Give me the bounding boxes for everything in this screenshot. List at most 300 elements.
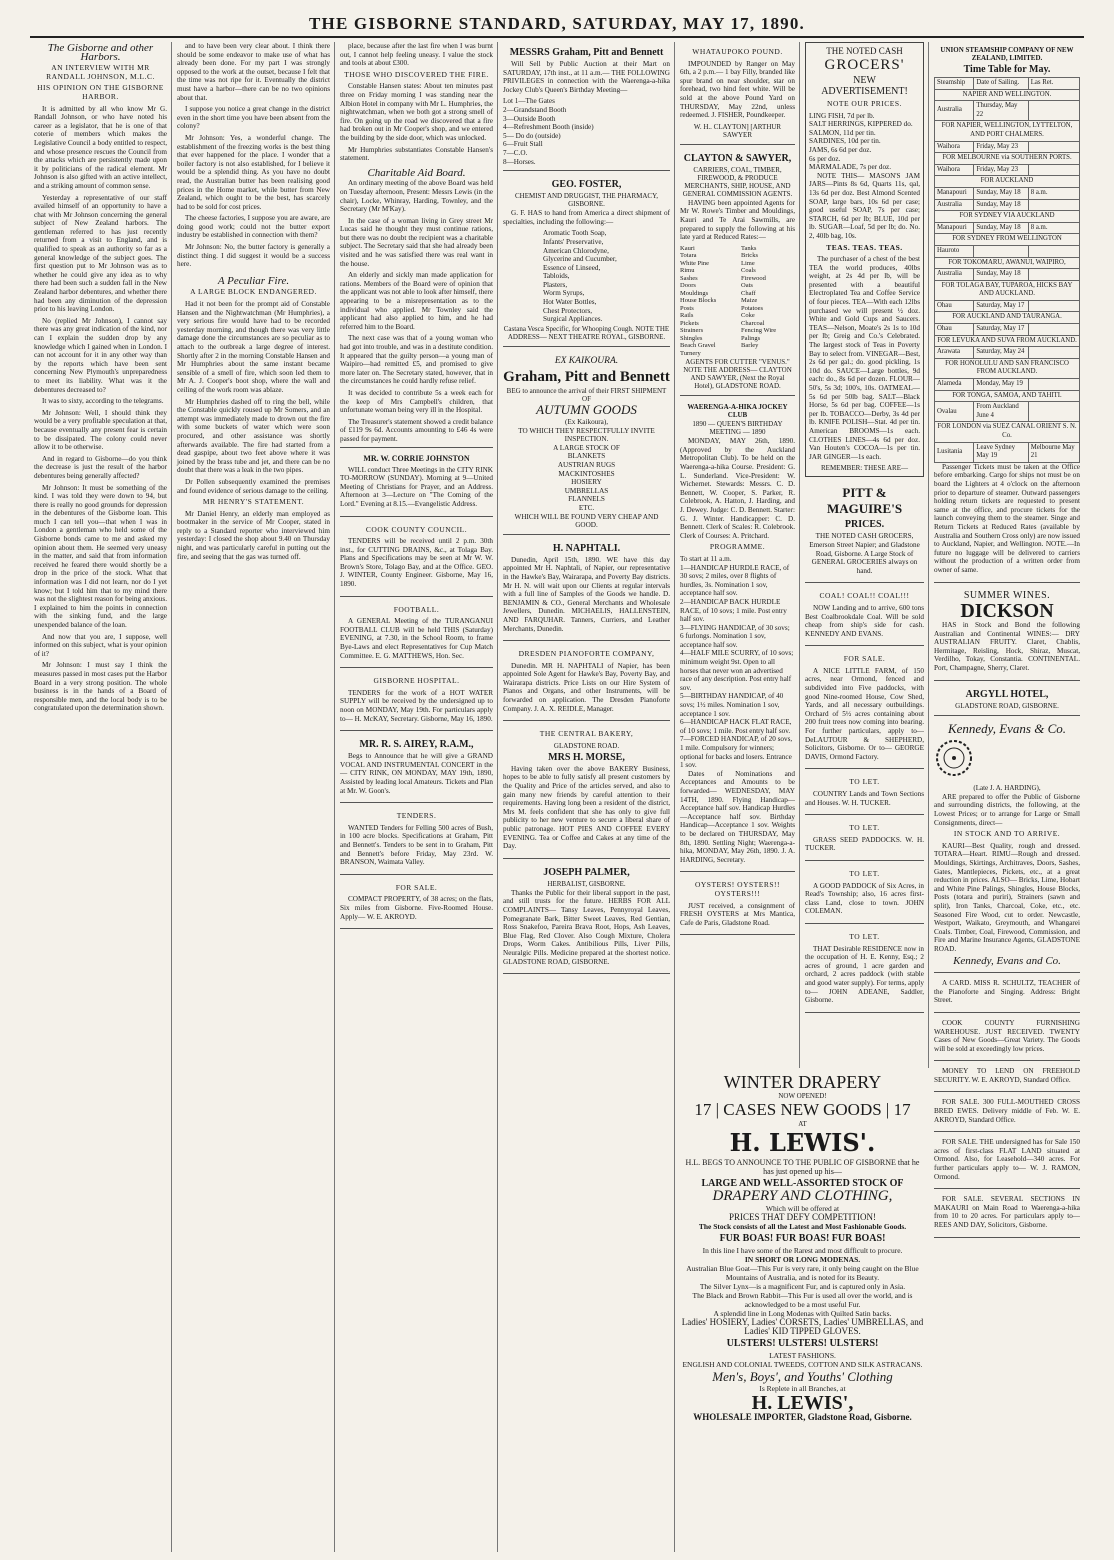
table-cell: Friday, May 23	[974, 164, 1028, 176]
ad-text: NOW Landing and to arrive, 600 tons Best Coalbrookdale Coal. Will be sold cheap from ship's side for cash. KENNEDY AND EVANS.	[805, 603, 924, 638]
list-item: Bricks	[741, 252, 758, 260]
ad-title: OYSTERS! OYSTERS!! OYSTERS!!!	[694, 880, 781, 898]
ad-line: The Silver Lynx—is a magnificent Fur, and is captured only in Asia.	[699, 1282, 906, 1291]
ad-line: Is Replete in all Branches, at	[759, 1384, 846, 1393]
advertisement	[680, 875, 795, 935]
ad-text: Thanks the Public for their liberal support in the past, and still trusts for the future. HERBS FOR ALL COMPLAINTS— Tansy Leaves, Pennyroyal Leaves, Pomegranate Bark, Bitter Sweet Leaves, Red Gentian, Ross Snakefoo, Pareira Brava Root, Hops, Ash Leaves, Blue Flag, Red Clover. Also Cough Mixture, Cholera Drops, Worm Cakes. Antibilious Pills, Liver Pills, Neuralgic Pills. Medicine prepared at the shortest notice. GLADSTONE ROAD, GISBORNE.	[503, 888, 670, 966]
route-heading: FOR SYDNEY FROM WELLINGTON	[935, 234, 1080, 246]
advertisement	[503, 862, 670, 974]
ad-line: Which will be offered at	[765, 1204, 840, 1213]
list-item: ETC.	[578, 503, 595, 512]
ad-line: FUR BOAS! FUR BOAS! FUR BOAS!	[719, 1233, 886, 1244]
ad-subtitle: NOW OPENED!	[778, 1092, 827, 1100]
ad-text: MONDAY, MAY 26th, 1890. (Approved by the Auckland Metropolitan Club). To be held on the Waerenga-a-hika Course. President: G. L. Sunderland. Vice-President: W. Wichernet. Stewards: Messrs. C. D. Bennett, W. Cooper, S. Parker, R. Colebrook, A. Hatton, J. Harding, and J. Dewey. Judge: C. D. Bennett. Starter: G. J. Winter. Handicapper: C. D. Bennett. Clerk of Scales: R. Colebrook. Clerk of Courses: A. Pritchard.	[680, 437, 795, 540]
list-item: A LARGE STOCK OF	[553, 443, 620, 452]
ad-text: THE NOTED CASH GROCERS, Emerson Street Napier; and Gladstone Road, Gisborne. A Large Stock of GENERAL GROCERIES always on hand.	[809, 532, 920, 575]
paragraph: and to have been very clear about. I think there should be some endeavor to make use of what has already been done. For my part I was strongly opposed to the work at the outset, because I felt that the time was not ripe for it. Eventually the district must have a harbor—there can be no two opinions about that.	[177, 42, 330, 102]
ad-script-title: DRAPERY AND CLOTHING,	[712, 1188, 893, 1204]
list-item: Coals	[741, 267, 756, 275]
ad-text: IMPOUNDED by Ranger on May 6th, a 2 p.m.— 1 bay Filly, branded like spur brand on near shoulder, star on forehead, two hind feet white. Will be sold at the above Pound Yard on THURSDAY, May 22nd, unless redeemed. J. FISHER, Poundkeeper.	[680, 59, 795, 120]
table-row	[935, 324, 1080, 336]
table-header-cell: Date of Sailing.	[974, 78, 1028, 90]
newspaper-title: THE GISBORNE STANDARD, SATURDAY, MAY 17, 1890.	[308, 14, 806, 33]
column-2	[173, 42, 335, 1552]
ad-subheading: NOTE OUR PRICES.	[827, 99, 902, 108]
list-item: Tanks	[741, 244, 757, 252]
table-row	[935, 358, 1080, 378]
table-row	[935, 335, 1080, 347]
table-cell	[1028, 402, 1079, 422]
table-cell: Ohau	[935, 300, 974, 312]
paragraph: Had it not been for the prompt aid of Constable Hansen and the Nightwatchman (Mr Humphries), a very serious fire would have had to be recorded yesterday morning, and though there was very little damage done the circumstances are so peculiar as to attach to the outbreak a large degree of interest. Shortly after 2 in the morning Constable Hansen and Mr Humphries about the same instant became sensible of a smell of fire, which soon led them to Mr A. J. Cooper's boot shop, where the wall and ceiling of the work room was ablaze.	[177, 300, 330, 394]
column-5	[676, 42, 800, 1068]
list-item: TO WHICH THEY RESPECTFULLY INVITE INSPECTION.	[518, 426, 655, 444]
list-item: Chest Protectors,	[543, 306, 593, 315]
advertisement	[503, 538, 670, 641]
paragraph: An ordinary meeting of the above Board was held on Tuesday afternoon, Present: Messrs Lewis (in the chair), Locke, Whinray, Harding, Townley, and the Secretary (Mr M'Kay).	[340, 179, 493, 214]
ad-text: Having taken over the above BAKERY Business, hopes to be able to fully satisfy all present customers by the Quality and Price of the articles served, and also to gain many new friends by careful attention to their requirements. Having long been a resident of the district, Mrs M. feels confident that she has only to give full publicity to her new venture to secure a liberal share of public patronage. HOT PIES AND COFFEE EVERY EVENING. Tea or Coffee and Cakes at any time of the Day.	[503, 764, 670, 851]
table-cell	[1028, 300, 1079, 312]
ad-text: GRASS SEED PADDOCKS. W. H. TUCKER.	[805, 835, 924, 853]
table-row	[935, 280, 1080, 300]
advertisement	[340, 520, 493, 597]
ad-text: FOR SALE. 300 FULL-MOUTHED CROSS BRED EWES. Delivery middle of Feb. W. E. AKROYD, Standard Office.	[934, 1098, 1080, 1124]
table-cell	[1028, 164, 1079, 176]
table-cell: From Auckland June 4	[974, 402, 1028, 422]
list-item: 4—HALF MILE SCURRY, of 10 sovs; minimum weight 9st. Open to all horses that never won an advertised race of any description. Post entry half sov.	[680, 649, 794, 692]
table-row	[935, 347, 1080, 359]
ad-list	[680, 245, 795, 358]
ad-text: WILL conduct Three Meetings in the CITY RINK TO-MORROW (SUNDAY). Morning at 9—United Meeting of Christians for Prayer, and an Address. Afternoon at 3—Lecture on "The Coming of the Lord." Evening at 8.15.—Evangelistic Address.	[340, 465, 493, 508]
table-row	[935, 422, 1080, 442]
list-item: Sashes	[680, 274, 698, 282]
ad-title: COAL! COAL!! COAL!!!	[819, 591, 910, 601]
ad-list	[503, 418, 670, 530]
paragraph: In the case of a woman living in Grey street Mr Lucas said he thought they must continue rations, but there was no doubt the recipient was a charitable subject. The Secretary said that she had already been visited and he was satisfied there was real want in the house.	[340, 216, 493, 268]
table-cell: 8 a.m.	[1028, 187, 1079, 199]
paragraph: It is admitted by all who know Mr G. Randall Johnson, or who have noted his career as a legislator, that he is one of that coterie of members which makes the Legislative Council a body entitled to respect, and whose presence rescues the Council from the attacks which are persistently made upon it by politicians of the radical element. Mr Johnson is also gifted with an active intellect, and a striking amount of common sense.	[34, 104, 167, 190]
table-row	[935, 211, 1080, 223]
list-item: Barley	[741, 342, 759, 350]
table-cell: Lusitania	[935, 442, 974, 462]
list-item: MACKINTOSHES	[558, 469, 615, 478]
list-item: Lime	[741, 259, 755, 267]
table-row	[935, 269, 1080, 281]
list-item: Glycerine and Cucumber,	[543, 255, 617, 264]
table-row	[935, 234, 1080, 246]
advertisement	[805, 772, 924, 815]
list-item: FLANNELS	[568, 495, 605, 504]
advertisement	[805, 480, 924, 583]
ad-title: MR. R. S. AIREY, R.A.M.,	[359, 739, 474, 751]
article-subheading: THOSE WHO DISCOVERED THE FIRE.	[344, 69, 489, 79]
advertisement	[680, 42, 795, 145]
table-cell: Sunday, May 18	[974, 199, 1028, 211]
paragraph: And in regard to Gisborne—do you think the decrease is just the result of the harbor debentures being generally affected?	[34, 454, 167, 480]
list-item: SALMON, 11d per tin.	[809, 128, 876, 137]
ad-title: TO LET.	[849, 931, 880, 941]
paragraph: place, because after the last fire when I was burnt out, I cannot help feeling uneasy. I value the stock and tools at about £300.	[340, 42, 493, 68]
ad-text: MONEY TO LEND ON FREEHOLD SECURITY. W. E. AKROYD, Standard Office.	[934, 1067, 1080, 1084]
table-cell: Arawata	[935, 347, 974, 359]
list-item: Charcoal	[741, 319, 765, 327]
ad-text: ARE prepared to offer the Public of Gisborne and surrounding districts, the following, at the Lowest Prices; or to arrange for Large or Small Consignments, direct—	[934, 792, 1080, 827]
list-item: House Blocks	[680, 297, 717, 305]
ad-subtitle: CARRIERS, COAL, TIMBER, FIREWOOD, & PRODUCE MERCHANTS, SHIP, HOUSE, AND GENERAL COMMISSION AGENTS.	[682, 165, 793, 198]
list-item: JAMS, 6s 6d per doz.	[809, 145, 872, 154]
ad-text: A NICE LITTLE FARM, of 150 acres, near Ormond, fenced and subdivided into Five paddocks, with good Nine-roomed House, Cow Shed, Yards, and all necessary outbuildings. Orchard of 5½ acres containing about 200 fruit trees now coming into bearing. For further particulars, apply to— DeLAUTOUR & SHEPHERD, Solicitors, Gisborne. Or to— GEORGE DAVIS, Ormond Factory.	[805, 666, 924, 761]
list-item: Lot 1—The Gates	[503, 97, 555, 106]
list-item: AUSTRIAN RUGS	[557, 461, 616, 469]
advertisement	[805, 818, 924, 861]
ad-title: Kennedy, Evans & Co.	[947, 720, 1067, 736]
list-item: MARMALADE, 7s per doz.	[809, 163, 892, 172]
ad-line: The Black and Brown Rabbit—This Fur is used all over the world, and is acknowledged to be a most useful Fur.	[692, 1291, 913, 1309]
ad-text: COUNTRY Lands and Town Sections and Houses. W. H. TUCKER.	[805, 790, 924, 807]
advertisement	[680, 148, 795, 396]
advertisement	[340, 671, 493, 731]
ad-subheading: TEAS. TEAS. TEAS.	[826, 242, 903, 252]
ad-text: HAVING been appointed Agents for Mr W. Rowe's Timber and Mouldings, Kauri and Te Arai Sawmills, are prepared to supply the following at his late yard at Reduced Rates:—	[680, 198, 795, 242]
ad-title: H. NAPHTALI.	[552, 542, 621, 554]
advertisement	[503, 724, 670, 859]
ad-text: THAT Desirable RESIDENCE now in the occupation of H. E. Kenny, Esq.; 2 acres of ground, 1 acre garden and orchard, 2 acres paddock (with stable and good water supply). For terms, apply to— JOHN ADEANE, Saddler, Gisborne.	[805, 944, 924, 1005]
table-cell	[1028, 347, 1079, 359]
advertisement	[934, 1016, 1080, 1061]
list-item: 5—BIRTHDAY HANDICAP, of 40 sovs; 1½ miles. Nomination 1 sov, acceptance 1 sov.	[680, 692, 784, 718]
advertisement	[934, 42, 1080, 583]
ad-line: IN SHORT OR LONG MODENAS.	[744, 1255, 861, 1264]
ad-title: COOK COUNTY COUNCIL.	[365, 524, 468, 534]
list-item: Maize	[741, 297, 758, 305]
advertisement	[934, 1064, 1080, 1092]
ad-cases: 17 | CASES NEW GOODS | 17	[694, 1100, 911, 1119]
ad-footer: W. H.. CLAYTON] [ARTHUR SAWYER	[693, 122, 782, 139]
list-item: Doors	[680, 282, 696, 290]
table-cell: Saturday, May 17	[974, 324, 1028, 336]
table-cell: Friday, May 23	[974, 141, 1028, 153]
table-cell: Sunday, May 18	[974, 269, 1028, 281]
list-item: Palings	[741, 334, 761, 342]
table-cell: Australia	[935, 269, 974, 281]
ad-title: DRESDEN PIANOFORTE COMPANY,	[518, 649, 655, 659]
table-cell: Waihora	[935, 164, 974, 176]
ad-text: The purchaser of a chest of the best TEA the world produces, 40lbs weight, at 2s 4d per lb, will be presented with a beautiful Electroplated Tea and Coffee Service of four pieces. TEA—With each 12lbs purchased we will present ½ doz. White and Gold Cups and Saucers. TEAS—Nelson, Moate's 2s 1s to 10d per lb; Greig and Co.'s Celebrated. The largest stock of Teas in Poverty Bay to select from. VINEGAR—Best, 2s 6d per gal.; do. good pickling, 1s 10d do. SAUCE—Large bottles, 9d each: do., 8s 6d per dozen. FLOUR—50's, 5s 3d; 100's, 10s. OATMEAL—5s 6d per 50lb bag. SALT—Black Horse, 5s 6d per bag. COFFEE—1s per lb. TOBACCO—Derby, 3s 4d per lb. KNIFE POLISH—Stat. 4d per tin. American BROOMS—1s each. CLOTHES LINES—4s 6d per doz. Van Houten's COCOA—1s per tin. JAR GINGER—1s each.	[809, 255, 920, 461]
saw-blade-icon	[934, 738, 974, 778]
table-row	[935, 89, 1080, 101]
list-item: 6—HANDICAP HACK FLAT RACE, of 10 sovs; 1 mile. Post entry half sov.	[680, 718, 792, 735]
drapery-advertisement	[676, 1072, 929, 1552]
ad-text: BEG to announce the arrival of their FIRST SHIPMENT OF	[506, 387, 667, 404]
article-subheading: HIS OPINION ON THE GISBORNE HARBOR.	[37, 83, 164, 101]
table-cell: Thursday, May 22	[974, 101, 1028, 121]
advertisement	[934, 1192, 1080, 1237]
ad-list	[503, 97, 670, 166]
ad-script-title: AUTUMN GOODS	[536, 402, 637, 418]
ad-headline: DICKSON	[960, 600, 1054, 623]
paragraph: Yesterday a representative of our staff availed himself of an opportunity to have a chat with Mr Johnson concerning the general subject of New Zealand harbors. The gentleman referred to has just recently returned from a visit to England, and is qualified to speak as an authority so far as a general knowledge of the subject goes. The first question put to Mr Johnson was as to whether he could give any idea as to why there had been such a sudden fall in the New Zealand harbor debentures, and whether there had been any diminution of the depression prior to his leaving London.	[34, 193, 167, 314]
list-item: HOSIERY	[571, 478, 602, 487]
ad-title: THE NOTED CASH	[826, 46, 903, 56]
list-item: Totara	[680, 252, 697, 260]
ad-footer: WHOLESALE IMPORTER, Gladstone Road, Gisborne.	[693, 1412, 912, 1422]
list-item: Turnery	[680, 349, 701, 357]
ad-title: FOOTBALL.	[393, 604, 440, 614]
advertisement	[805, 649, 924, 769]
list-item: (Ex Kaikoura),	[564, 418, 609, 427]
route-heading: FOR SYDNEY VIA AUCKLAND	[935, 211, 1080, 223]
ad-subheading: PROGRAMME.	[709, 542, 766, 552]
ad-text: TENDERS will be received until 2 p.m. 30th inst., for CUTTING DRAINS, &c., at Tolaga Bay. Plans and Specifications may be seen at Mr W. W. Brown's Store, Tolago Bay, and at the Office. GEO. J. WINTER, County Engineer. Gisborne, May 16, 1890.	[340, 537, 493, 589]
advertisement	[503, 644, 670, 721]
ad-subtitle: HERBALIST, GISBORNE.	[547, 879, 626, 888]
ad-title: WINTER DRAPERY	[723, 1072, 882, 1092]
route-heading: FOR AUCKLAND AND TAURANGA.	[935, 312, 1080, 324]
list-item: Posts	[680, 304, 694, 312]
ad-footer: Castana Vesca Specific, for Whooping Cough. NOTE THE ADDRESS— NEXT THEATRE ROYAL, GISBORNE.	[503, 324, 670, 341]
table-row	[935, 199, 1080, 211]
ad-subtitle: PRICES.	[844, 519, 885, 531]
ad-subheading: IN STOCK AND TO ARRIVE.	[953, 829, 1061, 839]
ad-subtitle: (Late J. A. HARDING),	[973, 783, 1041, 792]
list-item: Coke	[741, 312, 755, 320]
ad-list	[680, 555, 795, 770]
ad-title: TENDERS.	[396, 811, 437, 821]
ad-footer: Dates of Nominations and Acceptances and Amounts to be forwarded— WEDNESDAY, MAY 14TH, 1890. Flying Handicap—Acceptance half sov. Handicap Hurdles—Acceptance half sov. Birthday Handicap—Acceptance 1 sov. Weights to be declared on THURSDAY, May 8th, 1890. Settling Night; Waerenga-a-hika, MONDAY, May 26th, 1890. J. A. HARDING, Secretary.	[680, 769, 795, 864]
list-item: 4—Refreshment Booth (inside)	[503, 123, 594, 132]
paragraph: Mr Humphries dashed off to ring the bell, while the Constable quickly roused up Mr Somers, and an attempt was immediately made to drown out the fire with some buckets of water which were soon procured, and other assistance was shortly afterwards available. The fire had started from a dead gaspipe, about two feet above where it was joined by the brass tube and jet, and there can be no doubt that there was a leak in the two pipes.	[177, 397, 330, 475]
advertisement	[340, 734, 493, 803]
ad-text: WANTED Tenders for Felling 500 acres of Bush, in 100 acre blocks. Specifications at Graham, Pitt and Bennett's. Tenders to be sent in to Graham, Pitt and Bennett's before Friday, May 23rd. W. BRANSON, Waimata Valley.	[340, 823, 493, 867]
advertisement	[680, 399, 795, 872]
list-item: Fencing Wire	[741, 327, 777, 335]
ad-headline: Graham, Pitt and Bennett	[503, 369, 670, 386]
column-6	[801, 42, 929, 1068]
table-cell: Australia	[935, 199, 974, 211]
list-item: Beach Gravel	[680, 342, 716, 350]
ad-title: WHATAUPOKO POUND.	[692, 47, 783, 56]
list-item: 3—Outside Booth	[503, 114, 556, 123]
ad-footer: REMEMBER: THESE ARE—	[821, 464, 908, 473]
ad-at: AT	[798, 1120, 807, 1128]
table-cell	[1028, 324, 1079, 336]
route-heading: FOR MELBOURNE via SOUTHERN PORTS.	[935, 153, 1080, 165]
ad-list	[503, 229, 670, 324]
ad-title: ARGYLL HOTEL,	[965, 688, 1049, 700]
list-item: Firewood	[741, 274, 766, 282]
ad-subtitle: CHEMIST AND DRUGGIST, THE PHARMACY, GISBORNE.	[514, 192, 658, 209]
ad-text: FOR SALE. THE undersigned has for Sale 150 acres of first-class FLAT LAND situated at Ormond. Also, for Leasehold—340 acres. For further particulars apply to— W. J. RAMON, Ormond.	[934, 1138, 1080, 1181]
article-subheading: MR HENRY'S STATEMENT.	[202, 497, 305, 507]
table-row	[935, 402, 1080, 422]
ad-text: G. F. HAS to hand from America a direct shipment of specialties, including the following:—	[503, 209, 670, 226]
ad-title: PITT & MAGUIRE'S	[826, 485, 903, 517]
article-subheading: A LARGE BLOCK ENDANGERED.	[190, 287, 317, 297]
ad-text: HAS in Stock and Bond the following Australian and Continental WINES:— DRY AUSTRALIAN FRUITY. Claret, Chablis, Hermitage, Reisling, Hock, Shiraz, Muscat, Verdilho, Tokay, Constantia. CONTINENTAL. Port, Champagne, Sherry, Claret.	[934, 621, 1080, 673]
table-row	[935, 141, 1080, 153]
paragraph: Mr Johnson: It must be something of the kind. I was told they were down to 94, but there is really no good grounds for depression in the debentures of the Gisborne loan. This much I can tell you—that when I was in London a gentleman who held some of the Gisborne bonds came to me and asked my opinion about them. He seemed very uneasy in the matter, and said that from information received he feared there would shortly be a drop in the price of the stock. What that information was I did not learn, nor do I yet know; but I told him that to my mind there was not the slightest reason for being anxious. I explained to him the points in connection with the sinking fund, and the large unexpended balance of the loan.	[34, 483, 167, 629]
table-row	[935, 176, 1080, 188]
ad-subtitle: Time Table for May.	[963, 64, 1051, 75]
advertisement	[340, 447, 493, 517]
table-cell: Leave Sydney May 19	[974, 442, 1028, 462]
advertisement	[503, 42, 670, 171]
list-item: Pickets	[680, 319, 699, 327]
table-row	[935, 222, 1080, 234]
paragraph: Mr Johnson: Well, I should think they would be a very profitable speculation at that, because eventually any present fear is certain to be dissipated. The colony could never allow it to be otherwise.	[34, 408, 167, 452]
advertisement	[503, 174, 670, 347]
article-heading: A Peculiar Fire.	[217, 274, 290, 287]
paragraph: Mr Johnson: No, the butter factory is generally a distinct thing. I did suggest it would be a success here.	[177, 243, 330, 269]
list-item: American Chlorodyne,	[543, 246, 609, 255]
list-item: BLANKETS	[567, 452, 606, 461]
list-item: Strainers	[680, 327, 704, 335]
route-heading: FOR TONGA, SAMOA, AND TAHITI.	[935, 390, 1080, 402]
list-item: Hot Water Bottles,	[543, 298, 597, 307]
ad-text: Begs to Announce that he will give a GRAND VOCAL AND INSTRUMENTAL CONCERT in the— CITY RINK, ON MONDAY, MAY 19th, 1890, Assisted by leading local Amateurs. Tickets and Plan at Mr. W. Goon's.	[340, 752, 493, 795]
list-item: Kauri	[680, 244, 695, 252]
ad-line: Ladies' HOSIERY, Ladies' CORSETS, Ladies' UMBRELLAS, and Ladies' KID TIPPED GLOVES.	[681, 1317, 924, 1336]
list-item: UMBRELLAS	[564, 486, 609, 495]
list-item: Infants' Preservative,	[543, 237, 604, 246]
table-row	[935, 312, 1080, 324]
masthead-rule	[30, 36, 1084, 38]
advertisement	[934, 976, 1080, 1013]
table-cell: 8 a.m.	[1028, 222, 1079, 234]
list-item: 6—Fruit Stall	[503, 140, 543, 149]
list-item: LING FISH, 7d per lb.	[809, 111, 875, 120]
advertisement	[805, 586, 924, 646]
list-item: WHICH WILL BE FOUND VERY CHEAP AND GOOD.	[514, 512, 659, 530]
table-cell	[1028, 245, 1079, 257]
paragraph: An elderly and sickly man made application for rations. Members of the Board were of opinion that the applicant was not able to look after himself, there appearing to be a misrepresentation as to the individual who applied. Mr Townley said the applicant had also applied to him, and he had referred him to the Board.	[340, 271, 493, 331]
list-item: 3—FLYING HANDICAP, of 30 sovs; 6 furlongs. Nomination 1 sov, acceptance half sov.	[680, 623, 790, 649]
table-cell	[1028, 379, 1079, 391]
list-item: Surgical Appliances.	[543, 315, 603, 324]
ad-title: SUMMER WINES.	[963, 589, 1051, 601]
ad-line: Australian Blue Goat—This Fur is very rare, it only being caught on the Blue Mountains of Australia, and is noted for its Beauty.	[686, 1264, 919, 1282]
ad-text: Will Sell by Public Auction at their Mart on SATURDAY, 17th inst., at 11 a.m.— THE FOLLOWING PRIVILEGES in connection with the Waerenga-a-hika Jockey Club's Queen's Birthday Meeting—	[503, 60, 670, 94]
column-3	[336, 42, 498, 1552]
table-row	[935, 164, 1080, 176]
column-7	[930, 42, 1084, 1552]
route-heading: FOR HONOLULU AND SAN FRANCISCO FROM AUCKLAND.	[935, 358, 1080, 378]
ad-text: COMPACT PROPERTY, of 38 acres; on the flats, Six miles from Gisborne. Five-Roomed House. Apply— W. E. AKROYD.	[340, 895, 493, 921]
ad-text: A CARD. MISS R. SCHULTZ, TEACHER of the Pianoforte and Singing. Address: Bright Street.	[934, 979, 1080, 1005]
route-heading: FOR LONDON via SUEZ CANAL ORIENT S. N. Co.	[935, 422, 1080, 442]
paragraph: The cheese factories, I suppose you are aware, are doing good work; could not the butter export industry be established in connection with them?	[177, 214, 330, 240]
list-item: SARDINES, 10d per tin.	[809, 137, 881, 146]
ad-line: A splendid line in Long Modenas with Quilted Satin backs.	[713, 1309, 892, 1318]
ad-title: JOSEPH PALMER,	[543, 866, 630, 878]
ad-script-title: Men's, Boys', and Youths' Clothing	[712, 1369, 893, 1384]
table-header-cell: Las Ret.	[1028, 78, 1079, 90]
table-cell: Saturday, May 24	[974, 347, 1028, 359]
ad-subtitle: GLADSTONE ROAD, GISBORNE.	[955, 701, 1059, 710]
table-cell	[1028, 141, 1079, 153]
advertisement	[934, 586, 1080, 681]
table-header-cell: Steamship	[935, 78, 974, 90]
ad-text: JUST received, a consignment of FRESH OYSTERS at Mrs Mantica, Cafe de Paris, Gladstone Road.	[680, 901, 795, 927]
paragraph: And now that you are, I suppose, well informed on this subject, what is your opinion of it?	[34, 632, 167, 658]
paragraph: It was to sixty, according to the telegrams.	[42, 397, 164, 406]
table-row	[935, 442, 1080, 462]
table-row	[935, 245, 1080, 257]
ad-title: TO LET.	[849, 777, 880, 787]
paragraph: No (replied Mr Johnson), I cannot say there was any great indication of the kind, nor can I explain the sudden drop by any knowledge which I gained when in London. I can not account for it in any other way than by the reports which have been sent concerning New Plymouth's unpreparedness to meet its liability. What was it the debentures decreased to?	[34, 316, 167, 394]
advertisement	[340, 806, 493, 875]
table-cell: Saturday, May 17	[974, 300, 1028, 312]
paragraph: Mr Johnson: Yes, a wonderful change. The establishment of the freezing works is the best thing that ever happened for the place. I wonder that a boiler factory is not also established, for I believe it would be a splendid thing. As you have no doubt read, the Australian butter has been realising good prices in the Home market, while butter from New Zealand, which ought to be the best, has scarcely had to be sold for cost prices.	[177, 133, 330, 211]
paragraph: It was decided to contribute 5s a week each for the keep of Mrs Campbell's children, that unfortunate woman being very ill in the Hospital.	[340, 388, 493, 415]
ad-title: TO LET.	[849, 823, 880, 833]
ad-line: PRICES THAT DEFY COMPETITION!	[728, 1212, 877, 1222]
table-row	[935, 101, 1080, 121]
table-cell	[1028, 101, 1079, 121]
advertisement	[805, 42, 924, 477]
article-heading: The Gisborne and other Harbors.	[47, 42, 154, 63]
ad-subheadline: NEW ADVERTISEMENT!	[821, 75, 908, 97]
table-cell: Alameda	[935, 379, 974, 391]
paragraph: Dr Pollen subsequently examined the premises and found evidence of serious damage to the ceiling.	[177, 477, 330, 495]
ad-text: Dunedin, April 15th, 1890. WE have this day appointed Mr H. Naphtali, of Napier, our representative in the Hawke's Bay, Wairarapa, and Poverty Bay districts. Mr H. N. will wait upon our Clients at regular intervals with a full line of Samples of the Goods we handle. D. BENJAMIN & CO., General Merchants and Wholesale Jewellers, Dunedin. MICHAELIS, HALLENSTEIN, AND FARQUHAR. Tanners, Curriers, and Leather Merchants, Dunedin.	[503, 555, 670, 633]
ad-line: ENGLISH AND COLONIAL TWEEDS, COTTON AND SILK ASTRACANS.	[682, 1360, 923, 1369]
advertisement	[934, 719, 1080, 973]
list-item: Essence of Linseed,	[543, 263, 601, 272]
list-item: Mouldings	[680, 289, 709, 297]
ad-title: TO LET.	[849, 868, 880, 878]
ad-title: MESSRS Graham, Pitt and Bennett	[509, 47, 664, 58]
list-item: Potatoes	[741, 304, 764, 312]
list-item: 2—HANDICAP BACK HURDLE RACE, of 10 sovs; 1 mile. Post entry half sov.	[680, 597, 787, 624]
advertisement	[805, 927, 924, 1013]
ad-title: MR. W. CORRIE JOHNSTON	[363, 453, 470, 463]
advertisement	[934, 684, 1080, 716]
advertisement	[503, 350, 670, 535]
list-item: Worm Syrups,	[543, 289, 585, 298]
ad-subtitle: GLADSTONE ROAD.	[553, 741, 620, 750]
ad-text: TENDERS for the work of a HOT WATER SUPPLY will be received by the undersigned up to noon on MONDAY, May 19th. For particulars apply to— H. McKAY, Secretary. Gisborne, May 16, 1890.	[340, 688, 493, 723]
paragraph: Constable Hansen states: About ten minutes past three on Friday morning I was standing near the Albion Hotel in company with Mr L. Humphries, the nightwatchman, when we both got a strong smell of fire. On going up the road we discovered that a fire had broken out in Mr Cooper's shop, and we entered the building by the side door, which was unlocked.	[340, 82, 493, 142]
ad-text: A GOOD PADDOCK of Six Acres, in Read's Township; also, 16 acres first-class Land, close to town. JOHN COLEMAN.	[805, 881, 924, 916]
paragraph: The Treasurer's statement showed a credit balance of £119 9s 6d. Accounts amounting to £46 4s were passed for payment.	[340, 417, 493, 443]
ad-text: Passenger Tickets must be taken at the Office before embarking. Cargo for ships not must be on board the Lighters at 4 o'clock on the afternoon prior to departure of steamer. Outward passengers holding return tickets are requested to present same at the office, and procure tickets for the launch conveying them to the steamer. Singe and Return Tickets at Reduced Rates (available by Australia and Southern Cross only) are now issued to Auckland, Napier, and Wellington. NOTE.—In future no luggage will be delivered to carriers without the production of a written order from owner of same.	[934, 462, 1080, 574]
article-body	[34, 105, 167, 713]
table-row	[935, 153, 1080, 165]
ad-title: GISBORNE HOSPITAL.	[373, 676, 460, 686]
column-1	[30, 42, 172, 1552]
route-heading: FOR AUCKLAND	[935, 176, 1080, 188]
table-cell: Waihora	[935, 141, 974, 153]
list-item: 1—HANDICAP HURDLE RACE, of 30 sovs; 2 miles, over 8 flights of hurdles, 3s. Nomination 1 sov, acceptance half sov.	[680, 563, 790, 598]
ad-line: LARGE AND WELL-ASSORTED STOCK OF	[701, 1178, 904, 1189]
list-item: Rails	[680, 312, 694, 320]
ad-line: In this line I have some of the Rarest and most difficult to procure.	[702, 1246, 903, 1255]
masthead	[0, 0, 1114, 36]
article-heading: Charitable Aid Board.	[367, 166, 466, 179]
list-item: Rimu	[680, 267, 695, 275]
list-item: Aromatic Tooth Soap,	[543, 229, 607, 238]
ad-headline: GROCERS'	[824, 57, 905, 73]
article-subheading: AN INTERVIEW WITH MR RANDALL JOHNSON, M.L.C.	[46, 63, 155, 81]
paragraph: The next case was that of a young woman who had got into trouble, and was in a destitute condition. It appeared that the guilty person—a young man of Waipiro—had remitted £5, and promised to give more later on. The Secretary stated, however, that in the circumstances he could hardly refuse relief.	[340, 334, 493, 386]
route-heading: FOR LEVUKA AND SUVA FROM AUCKLAND.	[935, 335, 1080, 347]
table-cell: Manapouri	[935, 187, 974, 199]
table-cell	[1028, 199, 1079, 211]
ad-text: A GENERAL Meeting of the TURANGANUI FOOTBALL CLUB will be held THIS (Saturday) EVENING, at 7.30, in the School Room, to frame Bye-Laws and elect Representatives for Cup Match Committee. E. G. MATTHEWS, Hon. Sec.	[340, 617, 493, 660]
ad-title: FOR SALE.	[395, 882, 438, 892]
table-header	[935, 78, 1080, 90]
